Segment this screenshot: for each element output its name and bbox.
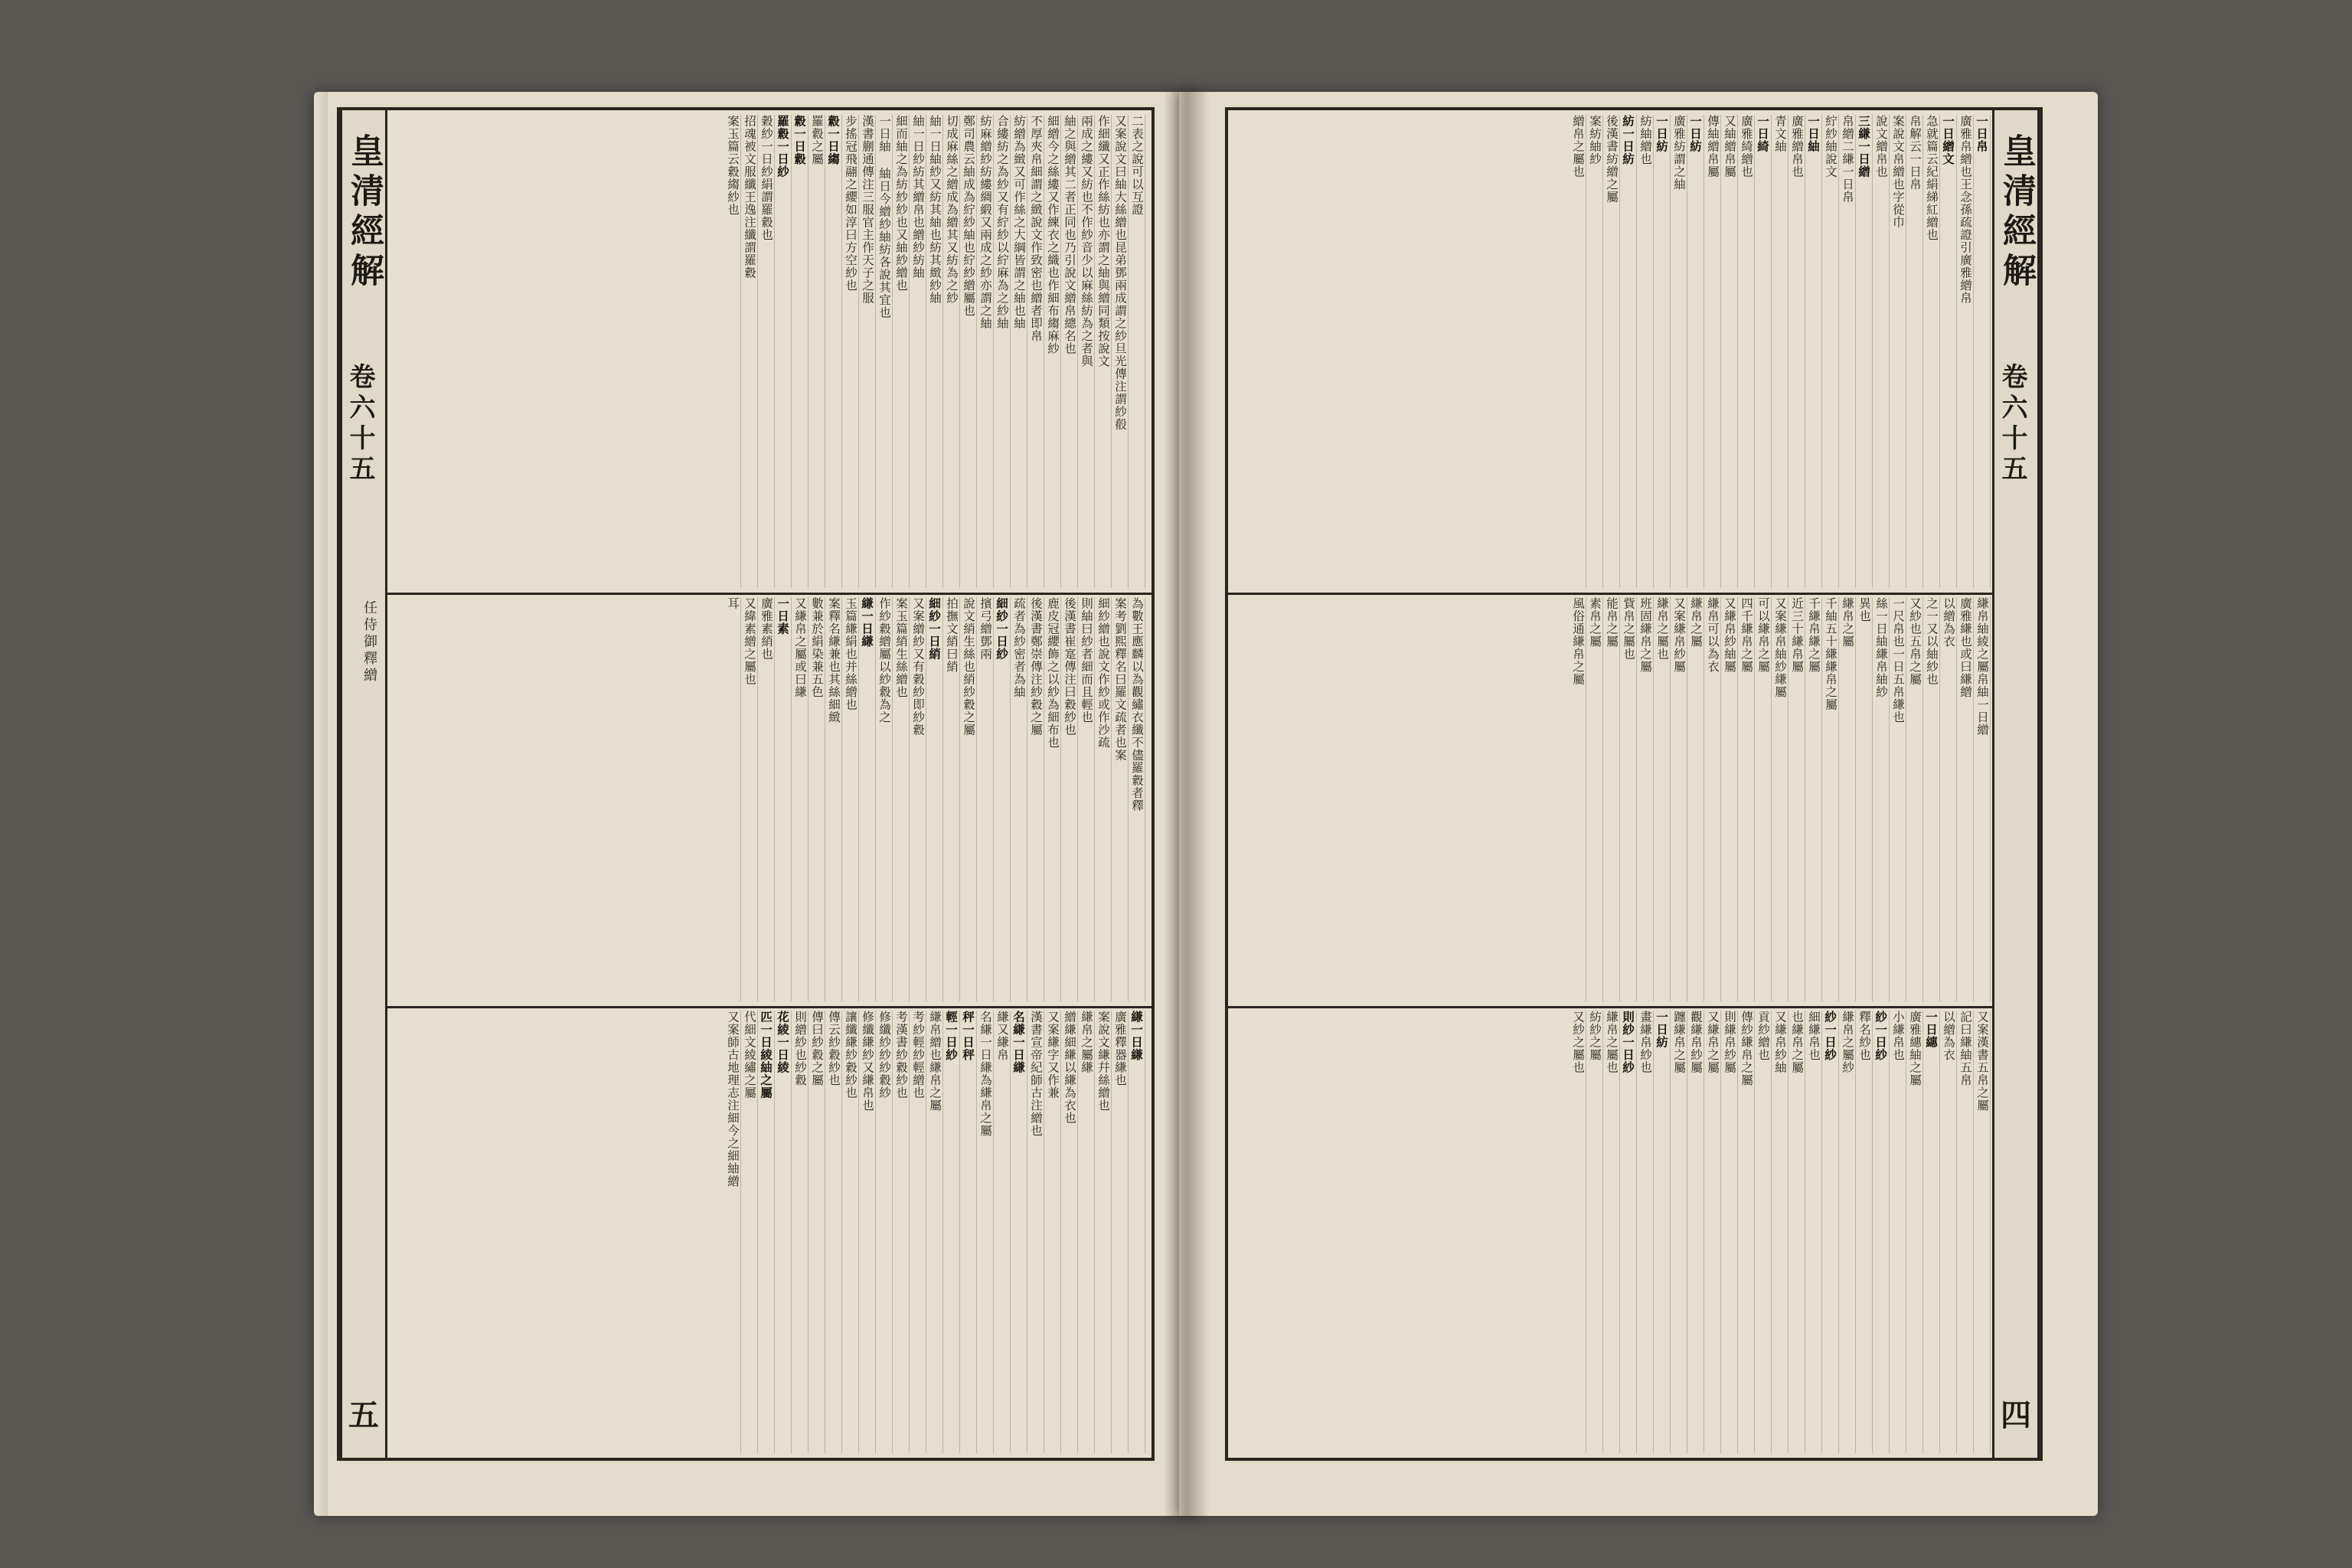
text-column: 四千縑帛之屬 xyxy=(1738,597,1755,1001)
text-column: 廣雅綺繒也 xyxy=(1738,115,1755,588)
text-column: 鹿皮冠纓飾之以紗為細布也 xyxy=(1044,597,1061,1001)
text-column: 又紬繒帛屬 xyxy=(1721,115,1738,588)
text-column: 又案縑字又作兼 xyxy=(1044,1011,1061,1453)
text-column: 又案漢書五帛之屬 xyxy=(1974,1011,1991,1453)
text-column: 則紬曰紗者細而且輕也 xyxy=(1078,597,1095,1001)
text-column: 縠一日縐 xyxy=(825,115,842,588)
text-column: 廣雅素綃也 xyxy=(758,597,775,1001)
text-column: 紬一日紬紗又紡其紬也紡其緻紗紬 xyxy=(926,115,943,588)
text-column: 近三十縑帛屬 xyxy=(1788,597,1805,1001)
text-column: 又縑帛之屬或曰縑 xyxy=(792,597,808,1001)
text-column: 案釋名縑兼也其絲細緻 xyxy=(825,597,842,1001)
text-column: 秤一日秤 xyxy=(960,1011,977,1453)
text-column: 不厚夾帛細謂之緻說文作致密也繒者即帛 xyxy=(1027,115,1044,588)
text-column: 又案繒紗又有穀紗即紗縠 xyxy=(910,597,926,1001)
text-column: 代細文綾繡之屬 xyxy=(741,1011,758,1453)
left-registers xyxy=(383,110,1152,1458)
text-column: 能帛之屬 xyxy=(1603,597,1620,1001)
text-column: 穀紗一日紗絹謂羅縠也 xyxy=(758,115,775,588)
page-edge xyxy=(314,92,328,1516)
text-column: 後漢書崔寔傳注曰縠紗也 xyxy=(1061,597,1078,1001)
register-columns xyxy=(389,597,1145,1001)
text-column: 又案縑帛紬紗縑屬 xyxy=(1772,597,1788,1001)
text-column: 作細纖又正作絲紡也亦謂之紬與繒同類按說文 xyxy=(1095,115,1112,588)
text-column: 後漢書鄭崇傳注紗縠之屬 xyxy=(1027,597,1044,1001)
book-gutter xyxy=(1164,92,1210,1516)
text-column: 又縑帛紗紬屬 xyxy=(1721,597,1738,1001)
text-column: 又紗也五帛之屬 xyxy=(1906,597,1923,1001)
text-column: 合縷紡之為紗又有紵紗以紵麻為之紗紬 xyxy=(994,115,1011,588)
volume-label: 卷六十五 xyxy=(345,363,375,485)
text-column: 紡紬繒也 xyxy=(1637,115,1654,588)
right-page-frame xyxy=(1225,107,2043,1461)
text-column: 案說文縑幷絲繒也 xyxy=(1095,1011,1112,1453)
text-register xyxy=(383,110,1152,595)
page-number: 四 xyxy=(2001,1397,2031,1433)
text-column: 絲一日紬縑帛紬紗 xyxy=(1873,597,1890,1001)
text-column: 漢書宣帝紀師古注繒也 xyxy=(1027,1011,1044,1453)
text-column: 帛解云一日帛 xyxy=(1906,115,1923,588)
text-column: 縠一日縠 xyxy=(792,115,808,588)
text-column: 案玉篇綃生絲繒也 xyxy=(893,597,910,1001)
text-column: 細紗繒也說文作紗或作沙疏 xyxy=(1095,597,1112,1001)
text-column: 以繒為衣 xyxy=(1940,1011,1957,1453)
text-column: 紗一日紗 xyxy=(1822,1011,1839,1453)
text-column: 案說文帛繒也字從巾 xyxy=(1890,115,1906,588)
text-column: 異也 xyxy=(1856,597,1873,1001)
text-column: 急就篇云紀絹綈紅繒也 xyxy=(1923,115,1940,588)
text-column: 耳 xyxy=(724,597,741,1001)
text-column: 一日素 xyxy=(775,597,792,1001)
text-column: 作紗縠繒屬以紗縠為之 xyxy=(876,597,893,1001)
text-column: 傳紬繒帛屬 xyxy=(1704,115,1721,588)
text-column: 說文繒帛也 xyxy=(1873,115,1890,588)
text-column: 千紬五十縑縑帛之屬 xyxy=(1822,597,1839,1001)
text-column: 細繒今之絲縷又作練衣之織也作細布縐麻紗 xyxy=(1044,115,1061,588)
text-column: 切成麻絲之繒成為繒其又紡為之紗 xyxy=(943,115,960,588)
text-column: 一日繐 xyxy=(1923,1011,1940,1453)
left-page-frame xyxy=(337,107,1155,1461)
text-column: 紬一日紗紡其繒帛也繒紗紡紬 xyxy=(910,115,926,588)
text-column: 一日紬 xyxy=(1805,115,1822,588)
text-column: 縑帛之屬紗 xyxy=(1839,1011,1856,1453)
text-column: 貲帛之屬也 xyxy=(1620,597,1637,1001)
text-column: 三縑一日繒 xyxy=(1856,115,1873,588)
left-center-band xyxy=(340,110,387,1458)
text-column: 紡麻繒紗紡縷綢緞又兩成之紗亦謂之紬 xyxy=(977,115,994,588)
text-column: 縑一日縑 xyxy=(859,597,876,1001)
text-column: 說文綃生絲也綃紗縠之屬 xyxy=(960,597,977,1001)
text-column: 紗一日紗 xyxy=(1873,1011,1890,1453)
text-column: 躔縑帛之屬 xyxy=(1671,1011,1687,1453)
text-column: 紡繒為緻又可作絲之大綱皆謂之紬也紬 xyxy=(1011,115,1027,588)
text-column: 小縑帛也 xyxy=(1890,1011,1906,1453)
text-column: 修纖縑紗又縑帛也 xyxy=(859,1011,876,1453)
text-column: 縑帛之屬 xyxy=(1687,597,1704,1001)
text-column: 則縑帛紗屬 xyxy=(1721,1011,1738,1453)
right-registers xyxy=(1228,110,1997,1458)
text-column: 紡一日紡 xyxy=(1620,115,1637,588)
register-columns xyxy=(1234,1011,1991,1453)
text-column: 擯弓繒鄧兩 xyxy=(977,597,994,1001)
text-column: 考紗輕紗輕繒也 xyxy=(910,1011,926,1453)
text-column: 考漢書紗縠紗也 xyxy=(893,1011,910,1453)
text-column: 玉篇縑絹也并絲繒也 xyxy=(842,597,859,1001)
text-column: 縑帛可以為衣 xyxy=(1704,597,1721,1001)
text-column: 拍撫文綃曰綃 xyxy=(943,597,960,1001)
text-column: 紵紗紬說文 xyxy=(1822,115,1839,588)
text-column: 一日繒文 xyxy=(1940,115,1957,588)
text-column: 縑帛之屬也 xyxy=(1603,1011,1620,1453)
series-title: 皇清經解 xyxy=(1997,133,2036,292)
text-column: 一日紬 紬日今繒紗紬紡各說其宜也 xyxy=(876,115,893,588)
text-column: 又案縑帛紗屬 xyxy=(1671,597,1687,1001)
text-column: 青文紬 xyxy=(1772,115,1788,588)
register-columns xyxy=(389,115,1145,588)
text-register xyxy=(383,593,1152,1008)
text-column: 名縑一日縑為縑帛之屬 xyxy=(977,1011,994,1453)
text-column: 一尺帛也一日五帛縑也 xyxy=(1890,597,1906,1001)
text-column: 觀縑帛紗屬 xyxy=(1687,1011,1704,1453)
text-column: 縑又縑帛 xyxy=(994,1011,1011,1453)
text-column: 一日紡 xyxy=(1654,1011,1671,1453)
text-column: 傳曰紗縠之屬 xyxy=(808,1011,825,1453)
text-column: 廣雅釋器縑也 xyxy=(1112,1011,1129,1453)
text-column: 廣雅紡謂之紬 xyxy=(1671,115,1687,588)
text-column: 兩成之縷又紡也不作紗音少以麻絲紡為之者與 xyxy=(1078,115,1095,588)
text-column: 之一又以紬紗也 xyxy=(1923,597,1940,1001)
text-column: 班固縑帛之屬 xyxy=(1637,597,1654,1001)
text-column: 羅縠一日紗 xyxy=(775,115,792,588)
text-column: 細紗一日綃 xyxy=(926,597,943,1001)
text-column: 案紡紬紗 xyxy=(1586,115,1603,588)
text-column: 以繒為衣 xyxy=(1940,597,1957,1001)
text-column: 細而紬之為紡紗紗也又紬紗繒也 xyxy=(893,115,910,588)
text-column: 則紗一日紗 xyxy=(1620,1011,1637,1453)
text-column: 漢書蒯通傳注三服官主作天子之服 xyxy=(859,115,876,588)
left-page xyxy=(314,92,1194,1516)
text-column: 讓纖縑紗縠紗也 xyxy=(842,1011,859,1453)
text-column: 風俗通縑帛之屬 xyxy=(1570,597,1586,1001)
text-column: 一日綺 xyxy=(1755,115,1772,588)
text-column: 案玉篇云縠縐紗也 xyxy=(724,115,741,588)
text-column: 又紗之屬也 xyxy=(1570,1011,1586,1453)
text-column: 畫縑帛紗也 xyxy=(1637,1011,1654,1453)
text-column: 繒縑細縑以縑為衣也 xyxy=(1061,1011,1078,1453)
text-column: 名縑一日縑 xyxy=(1011,1011,1027,1453)
text-register xyxy=(1228,593,1997,1008)
text-column: 也縑帛之屬 xyxy=(1788,1011,1805,1453)
open-book xyxy=(314,92,2098,1516)
text-column: 記曰縑紬五帛 xyxy=(1957,1011,1974,1453)
right-center-band xyxy=(1992,110,2040,1458)
text-column: 花綾一日綾 xyxy=(775,1011,792,1453)
text-column: 細縑帛也 xyxy=(1805,1011,1822,1453)
text-column: 一日紡 xyxy=(1687,115,1704,588)
text-column: 紬之與繒其二者正同也乃引說文繒帛總名也 xyxy=(1061,115,1078,588)
text-column: 又縑帛之屬 xyxy=(1704,1011,1721,1453)
text-column: 為數王應麟以為觀繡衣纖不儘羅縠者釋 xyxy=(1129,597,1145,1001)
text-column: 輕一日紗 xyxy=(943,1011,960,1453)
text-column: 則繒紗也紗縠 xyxy=(792,1011,808,1453)
text-column: 鄭司農云紬成為紵紗紬也紵紗繒屬也 xyxy=(960,115,977,588)
text-column: 又縑帛紗紬 xyxy=(1772,1011,1788,1453)
text-column: 千縑帛縑之屬 xyxy=(1805,597,1822,1001)
register-columns xyxy=(1234,597,1991,1001)
text-column: 招魂被文服纖王逸注纖謂羅縠 xyxy=(741,115,758,588)
text-column: 廣雅縑也或曰縑繒 xyxy=(1957,597,1974,1001)
text-column: 後漢書紡繒之屬 xyxy=(1603,115,1620,588)
text-column: 步搖冠飛翮之纓如淳曰方空紗也 xyxy=(842,115,859,588)
text-column: 縑帛繒也縑帛之屬 xyxy=(926,1011,943,1453)
volume-label: 卷六十五 xyxy=(1997,363,2027,485)
text-column: 縑帛之屬縑 xyxy=(1078,1011,1095,1453)
text-column: 繒帛之屬也 xyxy=(1570,115,1586,588)
text-column: 傳云紗縠紗也 xyxy=(825,1011,842,1453)
text-column: 帛繒二縑一日帛 xyxy=(1839,115,1856,588)
text-column: 廣雅帛繒也王念孫疏證引廣雅繒帛 xyxy=(1957,115,1974,588)
text-column: 縑帛之屬也 xyxy=(1654,597,1671,1001)
text-column: 疏者為紗密者為紬 xyxy=(1011,597,1027,1001)
register-columns xyxy=(1234,115,1991,588)
text-column: 匹一日綾紬之屬 xyxy=(758,1011,775,1453)
text-column: 廣雅繒帛也 xyxy=(1788,115,1805,588)
text-column: 貢紗繒也 xyxy=(1755,1011,1772,1453)
text-column: 傳紗縑帛之屬 xyxy=(1738,1011,1755,1453)
text-column: 縑帛紬綾之屬帛紬一日繒 xyxy=(1974,597,1991,1001)
text-register xyxy=(383,1006,1152,1458)
text-column: 數兼於絹染兼五色 xyxy=(808,597,825,1001)
text-column: 羅縠之屬 xyxy=(808,115,825,588)
text-column: 縑一日縑 xyxy=(1129,1011,1145,1453)
page-number: 五 xyxy=(348,1397,379,1433)
series-title: 皇清經解 xyxy=(345,133,384,292)
text-column: 素帛之屬 xyxy=(1586,597,1603,1001)
register-columns xyxy=(389,1011,1145,1453)
text-column: 細紗一日紗 xyxy=(994,597,1011,1001)
right-page xyxy=(1179,92,2098,1516)
text-column: 二表之說可以互證 xyxy=(1129,115,1145,588)
text-column: 又案師古地理志注細今之細紬繒 xyxy=(724,1011,741,1453)
text-column: 修纖紗紗紗縠紗 xyxy=(876,1011,893,1453)
text-column: 縑帛之屬 xyxy=(1839,597,1856,1001)
text-register xyxy=(1228,1006,1997,1458)
text-column: 釋名紗也 xyxy=(1856,1011,1873,1453)
text-column: 可以縑帛之屬 xyxy=(1755,597,1772,1001)
text-column: 又案說文曰紬大絲繒也昆弟鄧兩成謂之紗旦光傳注謂紗殽 xyxy=(1112,115,1129,588)
text-column: 廣雅繐紬之屬 xyxy=(1906,1011,1923,1453)
text-column: 紡紗之屬 xyxy=(1586,1011,1603,1453)
text-register xyxy=(1228,110,1997,595)
band-note: 任侍御釋繒 xyxy=(361,600,377,684)
text-column: 又緯素繒之屬也 xyxy=(741,597,758,1001)
text-column: 一日紡 xyxy=(1654,115,1671,588)
text-column: 一日帛 xyxy=(1974,115,1991,588)
text-column: 案考劉熙釋名曰羅文疏者也案 xyxy=(1112,597,1129,1001)
